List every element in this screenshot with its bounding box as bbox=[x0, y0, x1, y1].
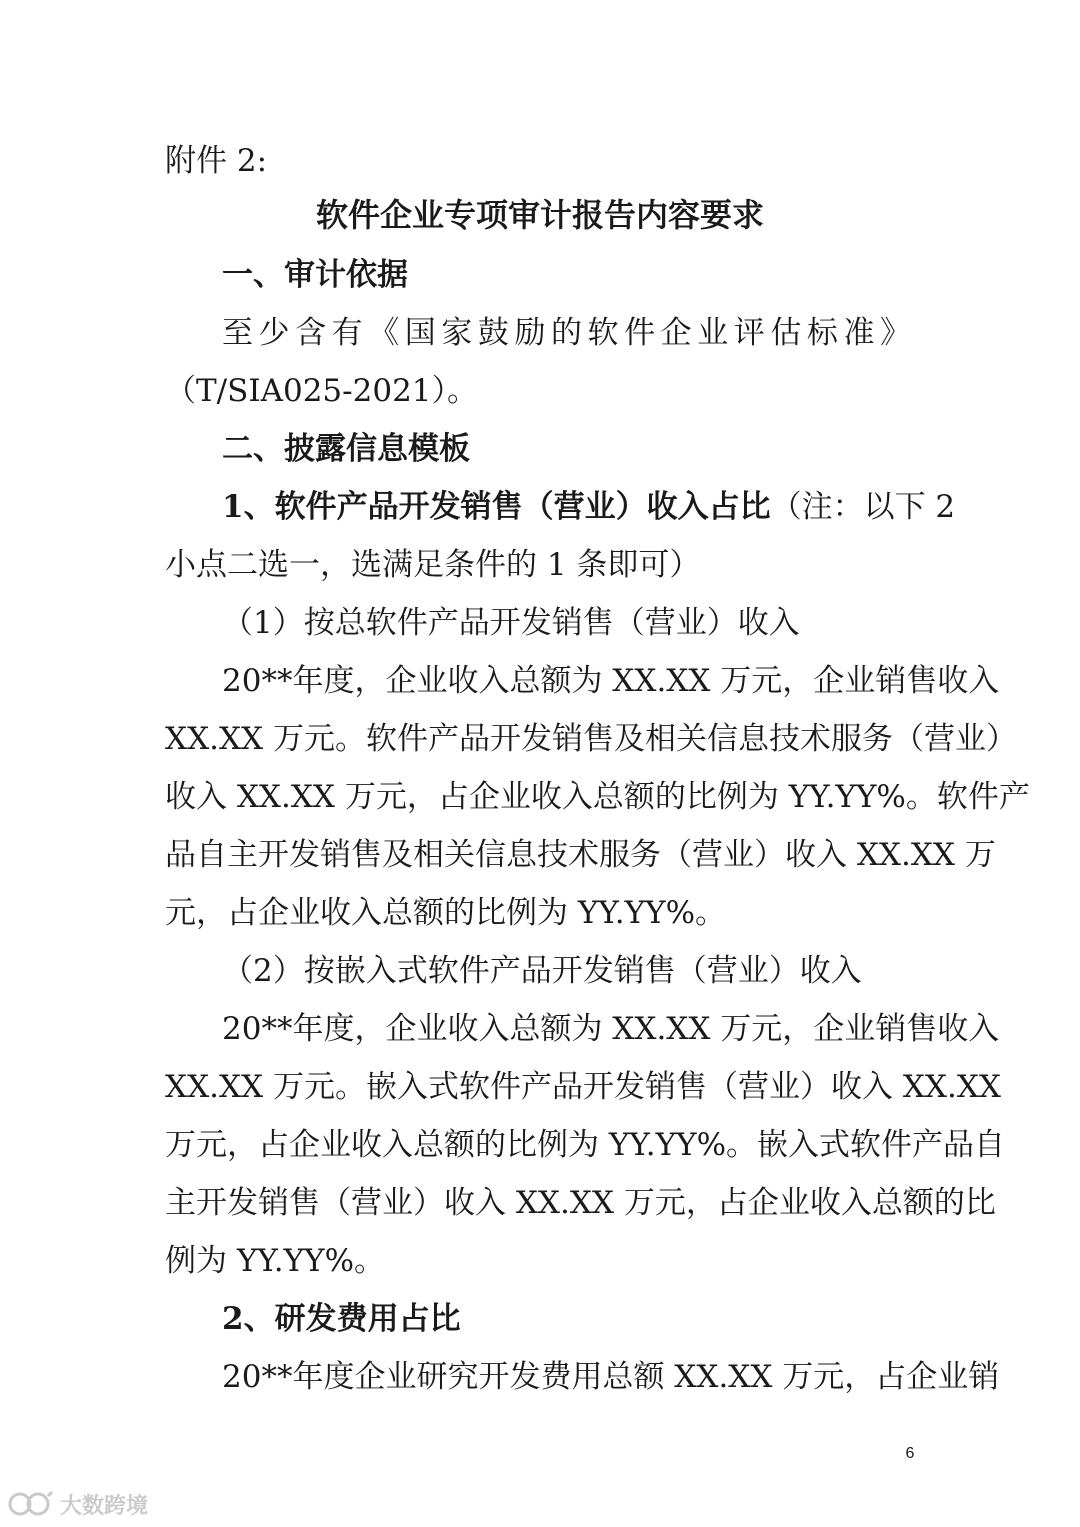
item-heading-total-software: （1）按总软件产品开发销售（营业）收入 bbox=[222, 605, 800, 641]
item-heading-embedded-software: （2）按嵌入式软件产品开发销售（营业）收入 bbox=[222, 953, 862, 989]
paragraph-line: XX.XX 万元。嵌入式软件产品开发销售（营业）收入 XX.XX bbox=[165, 1069, 1001, 1105]
attachment-label: 附件 2: bbox=[165, 143, 268, 179]
paragraph-line: 主开发销售（营业）收入 XX.XX 万元，占企业收入总额的比 bbox=[165, 1185, 996, 1221]
subsection-note: （注：以下 2 bbox=[770, 489, 956, 525]
page-number: 6 bbox=[905, 1445, 915, 1462]
document-title: 软件企业专项审计报告内容要求 bbox=[315, 196, 764, 234]
subsection-heading-revenue-ratio bbox=[222, 478, 956, 536]
paragraph-line: 至少含有《国家鼓励的软件企业评估标准》 bbox=[222, 315, 915, 351]
section-heading-audit-basis: 一、审计依据 bbox=[222, 257, 408, 293]
watermark-logo-icon bbox=[8, 1490, 54, 1518]
paragraph-line: 小点二选一，选满足条件的 1 条即可） bbox=[165, 547, 701, 583]
watermark bbox=[8, 1488, 148, 1520]
paragraph-line: 20**年度，企业收入总额为 XX.XX 万元，企业销售收入 bbox=[222, 1011, 1000, 1047]
paragraph-line: （T/SIA025-2021）。 bbox=[165, 373, 479, 409]
paragraph-line: 20**年度，企业收入总额为 XX.XX 万元，企业销售收入 bbox=[222, 663, 1000, 699]
paragraph-line: 万元，占企业收入总额的比例为 YY.YY%。嵌入式软件产品自 bbox=[165, 1127, 1006, 1163]
subsection-heading-rd-ratio: 2、研发费用占比 bbox=[222, 1301, 461, 1337]
watermark-text: 大数跨境 bbox=[60, 1493, 149, 1519]
paragraph-line: 品自主开发销售及相关信息技术服务（营业）收入 XX.XX 万 bbox=[165, 837, 996, 873]
paragraph-line: 例为 YY.YY%。 bbox=[165, 1243, 386, 1279]
paragraph-line: 20**年度企业研究开发费用总额 XX.XX 万元，占企业销 bbox=[222, 1359, 1000, 1395]
subsection-heading-bold-part: 1、软件产品开发销售（营业）收入占比 bbox=[222, 489, 771, 525]
paragraph-line: XX.XX 万元。软件产品开发销售及相关信息技术服务（营业） bbox=[165, 721, 1017, 757]
paragraph-line: 元，占企业收入总额的比例为 YY.YY%。 bbox=[165, 895, 727, 931]
paragraph-line: 收入 XX.XX 万元，占企业收入总额的比例为 YY.YY%。软件产 bbox=[165, 779, 1030, 815]
section-heading-disclosure-template: 二、披露信息模板 bbox=[222, 431, 470, 467]
